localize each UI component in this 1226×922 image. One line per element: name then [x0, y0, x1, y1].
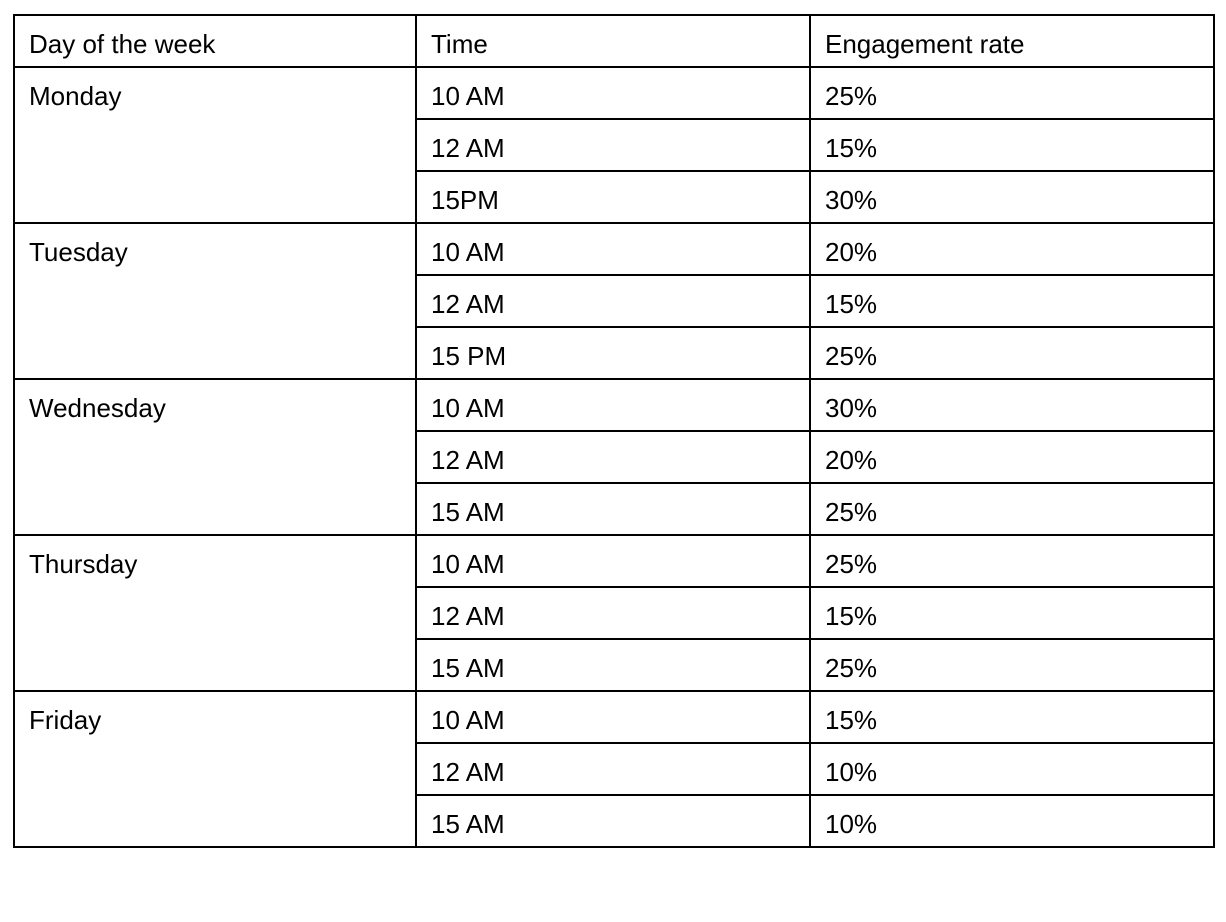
engagement-rate-cell: 25%	[810, 67, 1214, 119]
time-cell: 15 AM	[416, 483, 810, 535]
engagement-rate-cell: 30%	[810, 171, 1214, 223]
engagement-rate-cell: 20%	[810, 431, 1214, 483]
time-cell: 10 AM	[416, 379, 810, 431]
engagement-rate-cell: 30%	[810, 379, 1214, 431]
day-cell: Friday	[14, 691, 416, 847]
engagement-rate-cell: 10%	[810, 743, 1214, 795]
table-row	[14, 691, 1214, 743]
day-cell: Thursday	[14, 535, 416, 691]
time-cell: 15 PM	[416, 327, 810, 379]
day-cell: Tuesday	[14, 223, 416, 379]
time-cell: 12 AM	[416, 743, 810, 795]
time-cell: 12 AM	[416, 275, 810, 327]
time-cell: 12 AM	[416, 431, 810, 483]
time-cell: 15 AM	[416, 639, 810, 691]
engagement-rate-cell: 15%	[810, 275, 1214, 327]
engagement-rate-cell: 15%	[810, 587, 1214, 639]
header-engagement-rate: Engagement rate	[810, 15, 1214, 67]
table-row	[14, 535, 1214, 587]
time-cell: 15 AM	[416, 795, 810, 847]
day-cell: Monday	[14, 67, 416, 223]
engagement-rate-cell: 15%	[810, 691, 1214, 743]
table-row	[14, 379, 1214, 431]
engagement-rate-cell: 20%	[810, 223, 1214, 275]
engagement-rate-cell: 25%	[810, 535, 1214, 587]
time-cell: 10 AM	[416, 691, 810, 743]
day-cell: Wednesday	[14, 379, 416, 535]
engagement-rate-cell: 10%	[810, 795, 1214, 847]
engagement-rate-cell: 25%	[810, 483, 1214, 535]
engagement-table	[13, 14, 1215, 848]
table-row	[14, 223, 1214, 275]
time-cell: 10 AM	[416, 67, 810, 119]
engagement-rate-cell: 25%	[810, 327, 1214, 379]
engagement-rate-cell: 25%	[810, 639, 1214, 691]
time-cell: 10 AM	[416, 223, 810, 275]
table-row	[14, 67, 1214, 119]
time-cell: 12 AM	[416, 587, 810, 639]
engagement-rate-cell: 15%	[810, 119, 1214, 171]
time-cell: 12 AM	[416, 119, 810, 171]
table-header-row	[14, 15, 1214, 67]
time-cell: 10 AM	[416, 535, 810, 587]
time-cell: 15PM	[416, 171, 810, 223]
header-time: Time	[416, 15, 810, 67]
header-day: Day of the week	[14, 15, 416, 67]
